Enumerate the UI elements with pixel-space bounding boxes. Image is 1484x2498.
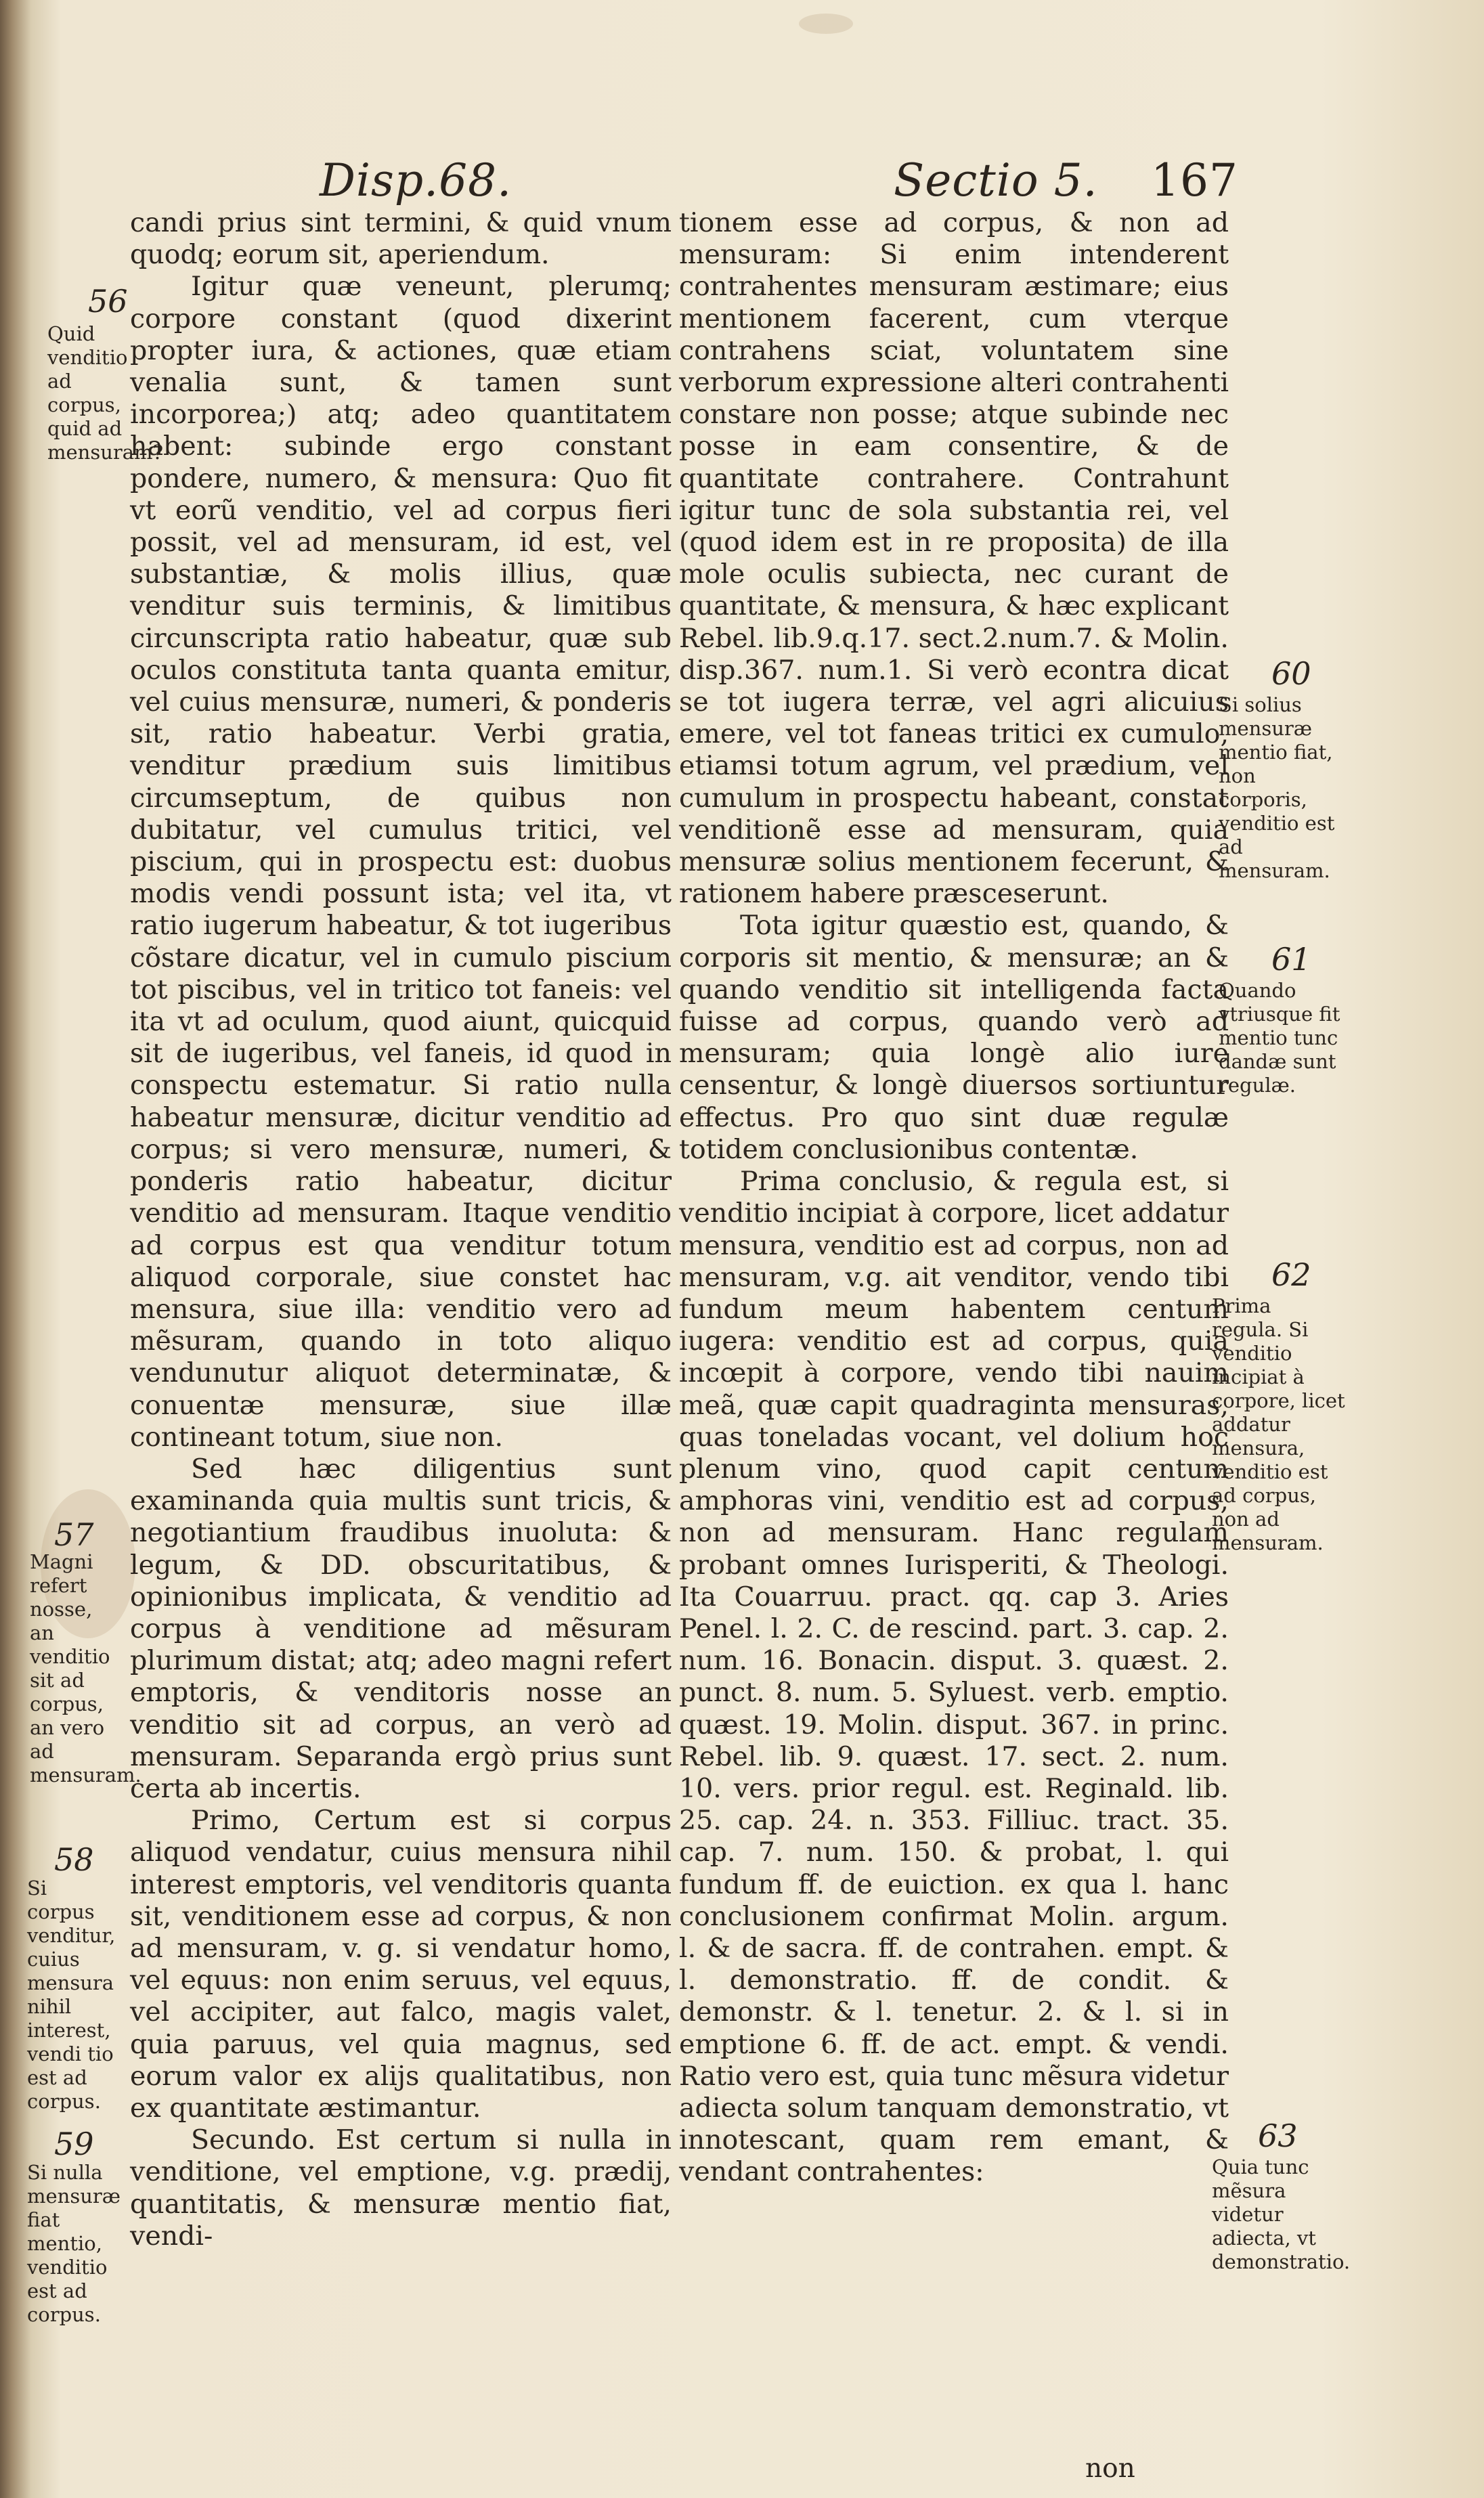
paragraph: Tota igitur quæstio est, quando, & corporis sit mentio, & mensuræ; an & quando venditio sit intelligenda facta fuisse ad corpus, quando verò ad mensuram; quia longè alio iure censentur, & longè diuersos sortiuntur effectus. Pro quo sint duæ regulæ totidem conclusionibus contentæ. [679, 910, 1229, 1165]
catchword: non [1085, 2453, 1135, 2484]
paragraph: candi prius sint termini, & quid vnum quodq; eorum sit, aperiendum. [130, 207, 672, 271]
margin-number: 59 [54, 2126, 94, 2162]
paragraph: Primo, Certum est si corpus aliquod vendatur, cuius mensura nihil interest emptoris, vel venditoris quanta sit, venditionem esse ad corpus, & non ad mensuram, v. g. si vendatur homo, vel equus: non enim seruus, vel equus, vel accipiter, aut falco, magis valet, quia paruus, vel quia magnus, sed eorum valor ex alijs qualitatibus, non ex quantitate æstimantur. [130, 1805, 672, 2124]
paragraph: Sed hæc diligentius sunt examinanda quia multis sunt tricis, & negotiantium fraudibus inuoluta: & legum, & DD. obscuritatibus, & opinionibus implicata, & venditio ad corpus à venditione ad mẽsuram plurimum distat; atq; adeo magni refert emptoris, & venditoris nosse an venditio sit ad corpus, an verò ad mensuram. Separanda ergò prius sunt certa ab incertis. [130, 1453, 672, 1804]
margin-note: Quia tunc mẽsura videtur adiecta, vt demonstratio. [1212, 2155, 1351, 2273]
margin-number: 61 [1271, 941, 1311, 978]
paragraph: tionem esse ad corpus, & non ad mensuram: Si enim intenderent contrahentes mensuram æstimare; eius mentionem facerent, cum vterque contrahens sciat, voluntatem sine verborum expressione alteri contrahenti constare non posse; atque subinde nec posse in eam consentire, & de quantitate contrahere. Contrahunt igitur tunc de sola substantia rei, vel (quod idem est in re proposita) de illa mole oculis subiecta, nec curant de quantitate, & mensura, & hæc explicant Rebel. lib.9.q.17. sect.2.num.7. & Molin. disp.367. num.1. Si verò econtra dicat se tot iugera terræ, vel agri alicuius emere, vel tot faneas tritici ex cumulo, etiamsi totum agrum, vel prædium, vel cumulum in prospectu habeant, constat venditionẽ esse ad mensuram, quia mensuræ solius mentionem fecerunt, & rationem habere præsceserunt. [679, 207, 1229, 910]
margin-note: Quid venditio ad corpus, quid ad mensuram? [47, 322, 164, 464]
margin-note: Prima regula. Si venditio incipiat à corpore, licet addatur mensura, venditio est ad corpus, non ad mensuram. [1212, 1294, 1345, 1554]
margin-number: 58 [54, 1841, 94, 1878]
margin-number: 62 [1271, 1256, 1311, 1293]
paragraph: Secundo. Est certum si nulla in venditione, vel emptione, v.g. prædij, quantitatis, & mensuræ mentio fiat, vendi- [130, 2124, 672, 2252]
margin-number: 56 [88, 283, 128, 320]
margin-number: 60 [1271, 655, 1311, 692]
header-disputation: Disp.68. [320, 154, 512, 206]
margin-number: 57 [54, 1516, 94, 1553]
page-number: 167 [1151, 154, 1238, 206]
paper-stain [799, 14, 853, 34]
margin-note: Si nulla mensuræ fiat mentio, venditio est ad corpus. [27, 2161, 121, 2326]
margin-note: Si corpus venditur, cuius mensura nihil interest, vendi tio est ad corpus. [27, 1877, 116, 2113]
paragraph: Prima conclusio, & regula est, si venditio incipiat à corpore, licet addatur mensura, venditio est ad corpus, non ad mensuram, v.g. ait venditor, vendo tibi fundum meum habentem centum iugera: venditio est ad corpus, quia incœpit à corpore, vendo tibi nauim meã, quæ capit quadraginta mensuras, quas toneladas vocant, vel dolium hoc plenum vino, quod capit centum amphoras vini, venditio est ad corpus, non ad mensuram. Hanc regulam probant omnes Iurisperiti, & Theologi. Ita Couarruu. pract. qq. cap 3. Aries Penel. l. 2. C. de rescind. part. 3. cap. 2. num. 16. Bonacin. disput. 3. quæst. 2. punct. 8. num. 5. Syluest. verb. emptio. quæst. 19. Molin. disput. 367. in princ. Rebel. lib. 9. quæst. 17. sect. 2. num. 10. vers. prior regul. est. Reginald. lib. 25. cap. 24. n. 353. Filliuc. tract. 35. cap. 7. num. 150. & probat, l. qui fundum ff. de euiction. ex qua l. hanc conclusionem confirmat Molin. argum. l. & de sacra. ff. de contrahen. empt. & l. demonstratio. ff. de condit. & demonstr. & l. tenetur. 2. & l. si in emptione 6. ff. de act. empt. & vendi. Ratio vero est, quia tunc mẽsura videtur adiecta solum tanquam demonstratio, vt innotescant, quam rem emant, & vendant contrahentes: [679, 1166, 1229, 2188]
paragraph: Igitur quæ veneunt, plerumq; corpore constant (quod dixerint propter iura, & actiones, quæ etiam venalia sunt, & tamen sunt incorporea;) atq; adeo quantitatem habent: subinde ergo constant pondere, numero, & mensura: Quo fit vt eorũ venditio, vel ad corpus fieri possit, vel ad mensuram, id est, vel substantiæ, & molis illius, quæ venditur suis terminis, & limitibus circunscripta ratio habeatur, quæ sub oculos constituta tanta quanta emitur, vel cuius mensuræ, numeri, & ponderis sit, ratio habeatur. Verbi gratia, venditur prædium suis limitibus circumseptum, de quibus non dubitatur, vel cumulus tritici, vel piscium, qui in prospectu est: duobus modis vendi possunt ista; vel ita, vt ratio iugerum habeatur, & tot iugeribus cõstare dicatur, vel in cumulo piscium tot piscibus, vel in tritico tot faneis: vel ita vt ad oculum, quod aiunt, quicquid sit de iugeribus, vel faneis, id quod in conspectu estematur. Si ratio nulla habeatur mensuræ, dicitur venditio ad corpus; si vero mensuræ, numeri, & ponderis ratio habeatur, dicitur venditio ad mensuram. Itaque venditio ad corpus est qua venditur totum aliquod corporale, siue constet hac mensura, siue illa: venditio vero ad mẽsuram, quando in toto aliquo vendunutur aliquot determinatæ, & conuentæ mensuræ, siue illæ contineant totum, siue non. [130, 271, 672, 1453]
margin-number: 63 [1258, 2118, 1298, 2154]
right-text-column [679, 207, 1229, 2189]
left-text-column [130, 207, 672, 2252]
header-section: Sectio 5. [894, 154, 1098, 206]
margin-note: Si solius mensuræ mentio fiat, non corporis, venditio est ad mensuram. [1219, 693, 1335, 882]
margin-note: Quando vtriusque fit mentio tunc dandæ sunt regulæ. [1219, 979, 1340, 1097]
margin-note: Magni refert nosse, an venditio sit ad corpus, an vero ad mensuram. [30, 1550, 141, 1787]
